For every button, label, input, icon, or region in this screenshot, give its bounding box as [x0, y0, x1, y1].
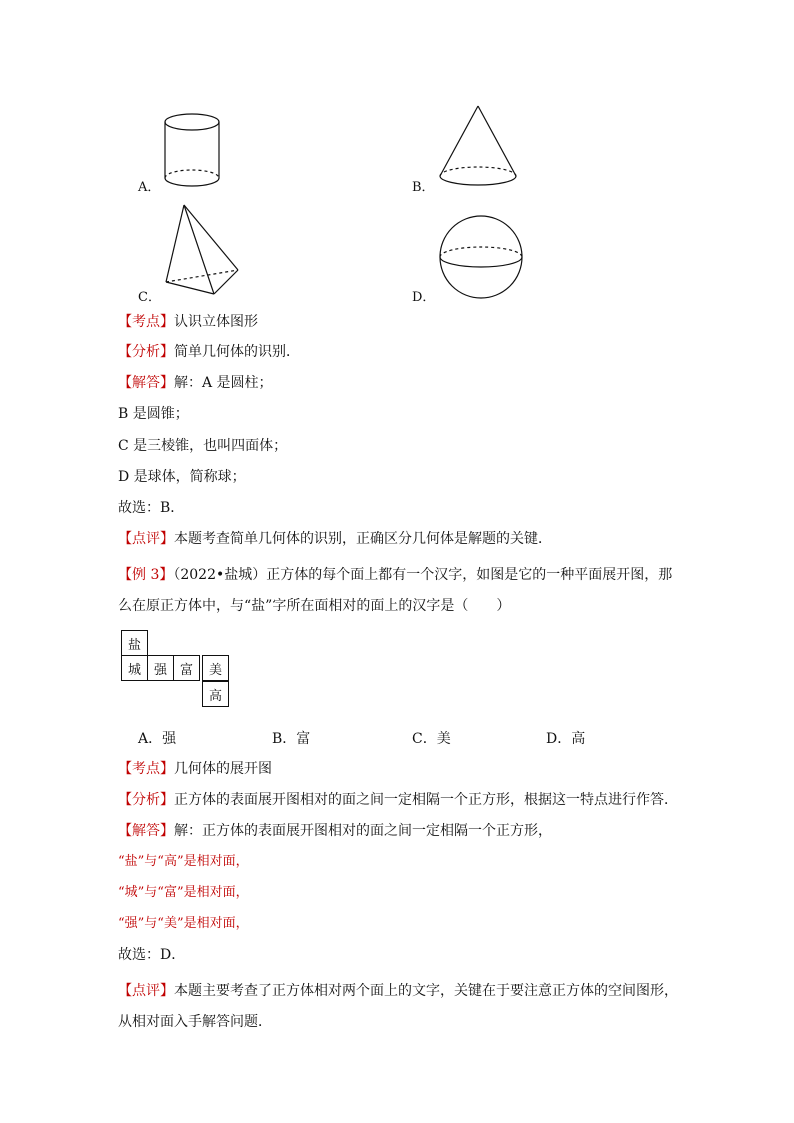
fenxi-1: 【分析】简单几何体的识别． [118, 344, 300, 360]
solution1-answer: 故选：B． [118, 500, 185, 516]
jieda-2: 【解答】解：正方体的表面展开图相对的面之间一定相隔一个正方形， [118, 823, 552, 839]
option-c-label: C． [138, 290, 161, 305]
choice-b: B．富 [272, 731, 311, 747]
solution1-line-b: B 是圆锥； [118, 406, 189, 422]
option-b-label: B． [412, 180, 435, 195]
cone-figure [436, 104, 520, 190]
triangular-pyramid-figure [162, 202, 242, 298]
sphere-figure [438, 214, 524, 300]
dianping-2: 【点评】本题主要考查了正方体相对两个面上的文字，关键在于要注意正方体的空间图形，从相对面入手解答问题． [118, 983, 678, 1030]
solution1-line-c: C 是三棱锥，也叫四面体； [118, 438, 288, 454]
example3-stem: 【例 3】（2022•盐城）正方体的每个面上都有一个汉字，如图是它的一种平面展开图，那么在原正方体中，与“盐”字所在面相对的面上的汉字是（ ） [118, 567, 673, 614]
net-cell-top: 盐 [121, 630, 148, 656]
net-cell-row-3: 富 [173, 655, 200, 681]
choice-c: C．美 [412, 731, 451, 747]
pair-1: “盐”与“高”是相对面， [118, 854, 249, 869]
solution1-line-d: D 是球体，简称球； [118, 469, 246, 485]
pair-3: “强”与“美”是相对面， [118, 916, 249, 931]
cylinder-figure [160, 112, 224, 192]
kaodian-1: 【考点】认识立体图形 [118, 314, 258, 330]
net-cell-row-2: 强 [147, 655, 174, 681]
solution2-answer: 故选：D． [118, 947, 186, 963]
choice-a: A．强 [138, 731, 177, 747]
fenxi-2: 【分析】正方体的表面展开图相对的面之间一定相隔一个正方形，根据这一特点进行作答． [118, 792, 678, 808]
kaodian-2: 【考点】几何体的展开图 [118, 761, 272, 777]
net-cell-row-1: 城 [121, 655, 148, 681]
net-cell-bottom: 高 [202, 681, 229, 707]
option-d-label: D． [412, 290, 436, 305]
choice-d: D．高 [546, 731, 586, 747]
option-a-label: A． [138, 180, 161, 195]
net-cell-row-4: 美 [202, 655, 229, 681]
dianping-1: 【点评】本题考查简单几何体的识别，正确区分几何体是解题的关键． [118, 531, 552, 547]
pair-2: “城”与“富”是相对面， [118, 885, 249, 900]
jieda-1: 【解答】解：A 是圆柱； [118, 375, 273, 391]
